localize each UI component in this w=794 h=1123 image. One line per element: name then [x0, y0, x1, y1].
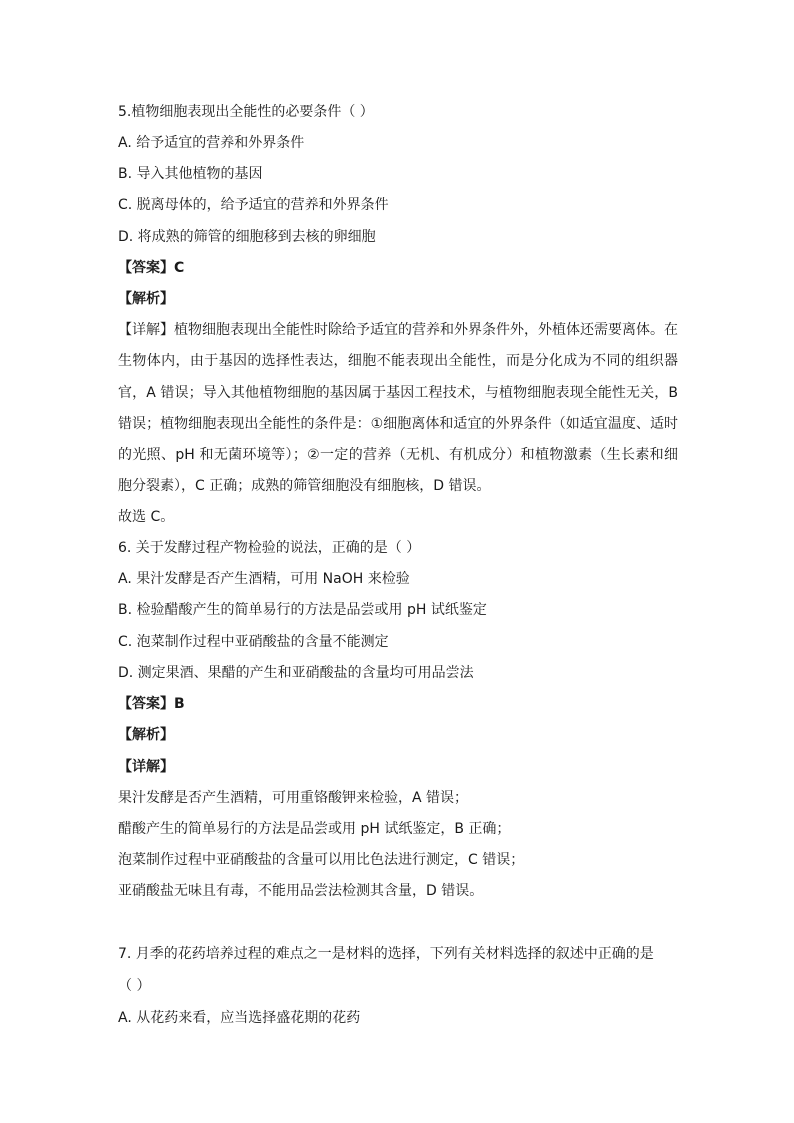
- q5-detail-paragraph: 【详解】植物细胞表现出全能性时除给予适宜的营养和外界条件外，外植体还需要离体。在生物体内，由于基因的选择性表达，细胞不能表现出全能性，而是分化成为不同的组织器官，A 错误；导入其他植物细胞的基因属于基因工程技术，与植物细胞表现全能性无关，B 错误；植物细胞表现出全能性的条件是：①细胞离体和适宜的外界条件（如适宜温度、适时的光照、pH 和无菌环境等）；②一定的营养（无机、有机成分）和植物激素（生长素和细胞分裂素），C 正确；成熟的筛管细胞没有细胞核，D 错误。: [118, 322, 678, 495]
- q6-option-b: B. 检验醋酸产生的简单易行的方法是品尝或用 pH 试纸鉴定: [118, 602, 487, 618]
- q6-detail-label: 【详解】: [118, 759, 174, 775]
- q5-option-c: C. 脱离母体的，给予适宜的营养和外界条件: [118, 197, 389, 213]
- q6-analysis-label: 【解析】: [118, 727, 174, 743]
- q7-stem-line-2: （ ）: [118, 978, 151, 994]
- q5-option-d: D. 将成熟的筛管的细胞移到去核的卵细胞: [118, 229, 376, 245]
- q6-answer: 【答案】B: [118, 696, 185, 712]
- q5-stem: 5.植物细胞表现出全能性的必要条件（ ）: [118, 104, 374, 120]
- q5-answer: 【答案】C: [118, 260, 185, 276]
- q6-detail-line-2: 醋酸产生的简单易行的方法是品尝或用 pH 试纸鉴定，B 正确；: [118, 821, 511, 837]
- q6-detail-line-3: 泡菜制作过程中亚硝酸盐的含量可以用比色法进行测定，C 错误；: [118, 852, 525, 868]
- q7-stem-line-1: 7. 月季的花药培养过程的难点之一是材料的选择，下列有关材料选择的叙述中正确的是: [118, 946, 654, 962]
- q6-option-d: D. 测定果酒、果醋的产生和亚硝酸盐的含量均可用品尝法: [118, 665, 474, 681]
- q6-detail-line-1: 果汁发酵是否产生酒精，可用重铬酸钾来检验，A 错误；: [118, 790, 469, 806]
- q6-detail-line-4: 亚硝酸盐无味且有毒，不能用品尝法检测其含量，D 错误。: [118, 883, 484, 899]
- q6-option-a: A. 果汁发酵是否产生酒精，可用 NaOH 来检验: [118, 571, 410, 587]
- q6-stem: 6. 关于发酵过程产物检验的说法，正确的是（ ）: [118, 540, 421, 556]
- q6-option-c: C. 泡菜制作过程中亚硝酸盐的含量不能测定: [118, 634, 389, 650]
- q5-analysis-label: 【解析】: [118, 291, 174, 307]
- q5-option-a: A. 给予适宜的营养和外界条件: [118, 135, 305, 151]
- q7-option-a: A. 从花药来看，应当选择盛花期的花药: [118, 1010, 361, 1026]
- q5-conclusion: 故选 C。: [118, 509, 175, 525]
- q5-option-b: B. 导入其他植物的基因: [118, 166, 263, 182]
